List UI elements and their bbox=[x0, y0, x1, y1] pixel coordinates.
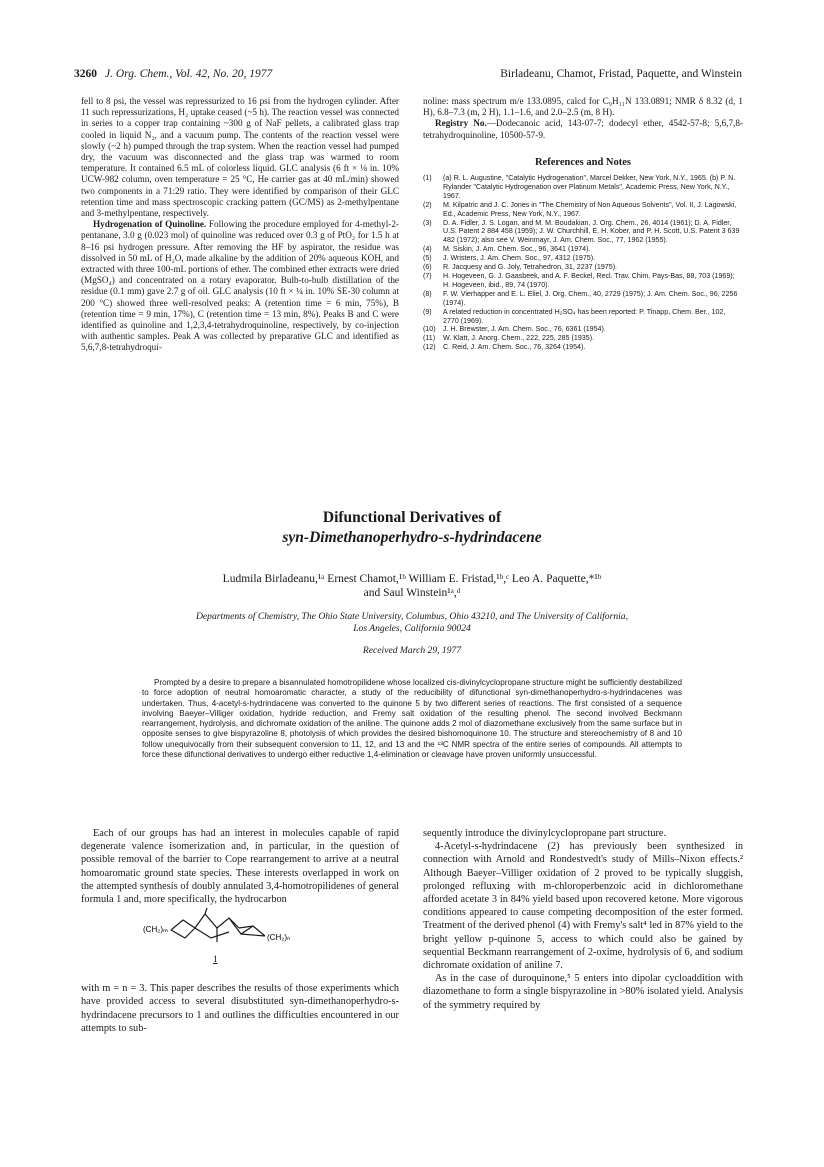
abstract bbox=[142, 678, 682, 760]
reference-number: (6) bbox=[423, 263, 432, 272]
reference-item bbox=[423, 201, 743, 219]
body-column-right bbox=[423, 827, 743, 1012]
section-heading-quinoline: Hydrogenation of Quinoline. bbox=[93, 219, 207, 230]
article-authors bbox=[0, 572, 824, 600]
reference-text: J. Wristers, J. Am. Chem. Soc., 97, 4312 (1975). bbox=[443, 254, 596, 263]
reference-item bbox=[423, 325, 743, 334]
reference-text: A related reduction in concentrated H₂SO₄ has been reported: P. Tinapp, Chem. Ber., 102, 2770 (1969). bbox=[443, 307, 726, 325]
abstract-text: Prompted by a desire to prepare a bisannulated homotropilidene whose localized cis-divinylcyclopropane structure might be sufficiently destabilized to force adoption of neutral homoaromatic character, a study of the reducibility of difunctional syn-dimethanoperhydro-s-hydrindacenes was undertaken. Thus, 4-acetyl-s-hydrindacene was converted to the quinone 5 by two different series of reactions. The first consisted of a sequence involving Baeyer–Villiger oxidation, hydride reduction, and Fremy salt oxidation of the resulting phenol. The second involved Beckmann rearrangement, hydrolysis, and dichromate oxidation of the aniline. The quinone adds 2 mol of diazomethane exclusively from the same surface but in opposite senses to give bispyrazoline 8, photolysis of which provides the desired bishomoquinone 10. The structure and stereochemistry of 8 and 10 follow unequivocally from their subsequent conversion to 11, 12, and 13 and the ¹³C NMR spectra of the entire series of compounds. All attempts to force these difunctional derivatives to undergo either reductive 1,4-elimination or cleavage have proven uniformly unsuccessful. bbox=[142, 678, 682, 760]
registry-heading: Registry No. bbox=[435, 118, 487, 129]
chemical-structure-1 bbox=[81, 906, 399, 982]
page-number: 3260 bbox=[74, 68, 97, 80]
article-title bbox=[0, 508, 824, 548]
reference-number: (4) bbox=[423, 245, 432, 254]
affiliation-line-2: Los Angeles, California 90024 bbox=[353, 623, 471, 634]
prev-paragraph-3: noline: mass spectrum m/e 133.0895, calcd for C₉H₁₁N 133.0891; NMR δ 8.32 (d, 1 H), 6.8–7.3 (m, 2 H), 1.1–1.6, and 2.0–2.5 (m, 8 H). bbox=[423, 96, 743, 118]
title-line-2: syn-Dimethanoperhydro-s-hydrindacene bbox=[282, 529, 542, 546]
journal-citation: J. Org. Chem., Vol. 42, No. 20, 1977 bbox=[105, 68, 273, 80]
running-header-left bbox=[74, 68, 272, 80]
reference-text: R. Jacquesy and G. Joly, Tetrahedron, 31, 2237 (1975). bbox=[443, 263, 618, 272]
reference-text: H. Hogeveen, G. J. Gaasbeek, and A. F. Beckel, Recl. Trav. Chim. Pays-Bas, 88, 703 (1969); H. Hogeveen, ibid., 89, 74 (1970). bbox=[443, 271, 735, 289]
body-paragraph-3: sequently introduce the divinylcyclopropane part structure. bbox=[423, 828, 667, 839]
reference-number: (8) bbox=[423, 289, 432, 298]
reference-item bbox=[423, 263, 743, 272]
reference-number: (10) bbox=[423, 325, 436, 334]
body-paragraph-2: with m = n = 3. This paper describes the results of those experiments which have provided access to several disubstituted syn-dimethanoperhydro-s-hydrindacene precursors to 1 and outlines the difficulties encountered in our attempts to sub- bbox=[81, 983, 399, 1034]
reference-item bbox=[423, 334, 743, 343]
reference-number: (3) bbox=[423, 218, 432, 227]
prev-paragraph-2 bbox=[81, 219, 399, 353]
reference-item bbox=[423, 174, 743, 201]
structure-label-right: (CH₂)ₙ bbox=[267, 933, 291, 943]
structure-drawing bbox=[141, 906, 341, 982]
affiliation bbox=[0, 611, 824, 635]
reference-item bbox=[423, 290, 743, 308]
reference-number: (2) bbox=[423, 200, 432, 209]
body-column-left bbox=[81, 827, 399, 1035]
reference-item bbox=[423, 343, 743, 352]
reference-item bbox=[423, 245, 743, 254]
reference-item bbox=[423, 308, 743, 326]
authors-line-2: and Saul Winstein¹ᵃ,ᵈ bbox=[363, 587, 461, 599]
reference-text: J. H. Brewster, J. Am. Chem. Soc., 76, 6361 (1954). bbox=[443, 325, 606, 334]
reference-number: (5) bbox=[423, 254, 432, 263]
reference-item bbox=[423, 254, 743, 263]
reference-item bbox=[423, 219, 743, 246]
reference-number: (11) bbox=[423, 334, 436, 343]
reference-text: M. Siskin, J. Am. Chem. Soc., 96, 3641 (1974). bbox=[443, 245, 591, 254]
structure-skeleton bbox=[171, 908, 265, 942]
received-date: Received March 29, 1977 bbox=[362, 645, 462, 656]
prev-article-column-right bbox=[423, 96, 743, 352]
reference-text: (a) R. L. Augustine, "Catalytic Hydrogenation", Marcel Dekker, New York, N.Y., 1965. (b) P. N. Rylander "Catalytic Hydrogenation over Platinum Metals", Academic Press, New York, N.Y., 1967. bbox=[443, 174, 736, 200]
reference-text: F. W. Vierhapper and E. L. Eliel, J. Org. Chem., 40, 2729 (1975); J. Am. Chem. Soc., 96, 2256 (1974). bbox=[443, 289, 738, 307]
prev-article-column-left bbox=[81, 96, 399, 354]
running-header-authors: Birladeanu, Chamot, Fristad, Paquette, and Winstein bbox=[500, 68, 742, 80]
authors-line-1: Ludmila Birladeanu,¹ᵃ Ernest Chamot,¹ᵇ William E. Fristad,¹ᵇ,ᶜ Leo A. Paquette,*¹ᵇ bbox=[222, 573, 602, 585]
registry-numbers bbox=[423, 118, 743, 140]
reference-number: (9) bbox=[423, 307, 432, 316]
quinoline-text: Following the procedure employed for 4-methyl-2-pentanane, 3.0 g (0.023 mol) of quinoline was reduced over 0.3 g of PtO₂ for 1.5 h at 8–16 psi hydrogen pressure. After removing the HF by aspirator, the residue was dissolved in 50 mL of H₂O, made alkaline by the addition of 20% aqueous KOH, and extracted with three 100-mL portions of ether. The combined ether extracts were dried (MgSO₄) and concentrated on a rotary evaporator. Bulb-to-bulb distillation of the residue (0.1 mm) gave 2.7 g of oil. GLC analysis (10 ft × ¼ in. 10% SE-30 column at 200 °C) showed three well-resolved peaks: A (retention time = 6 min, 75%), B (retention time = 9 min, 17%), C (retention time = 13 min, 8%). Peaks B and C were identified as quinoline and 1,2,3,4-tetrahydroquinoline, respectively, by co-injection with authentic samples. Peak A was collected by preparative GLC and identified as 5,6,7,8-tetrahydroqui- bbox=[81, 219, 399, 353]
reference-item bbox=[423, 272, 743, 290]
reference-text: C. Reid, J. Am. Chem. Soc., 76, 3264 (1954). bbox=[443, 343, 586, 352]
reference-text: M. Kilpatric and J. C. Jones in "The Chemistry of Non Aqueous Solvents", Vol. II, J. Lagowski, Ed., Academic Press, New York, N.Y., 1967. bbox=[443, 200, 737, 218]
affiliation-line-1: Departments of Chemistry, The Ohio State University, Columbus, Ohio 43210, and The University of California, bbox=[196, 611, 628, 622]
prev-paragraph-1: fell to 8 psi, the vessel was repressurized to 16 psi from the hydrogen cylinder. After 11 such repressurizations, H₂ uptake ceased (~5 h). The reaction vessel was connected in series to a copper trap containing ~300 g of NaF pellets, a calibrated glass trap cooled in liquid N₂, and a vacuum pump. The contents of the reaction vessel were slowly (~2 h) pumped through the trap system. When the reaction vessel had pumped dry, the vacuum was disconnected and the glass trap was warmed to room temperature. It contained 6.5 mL of colorless liquid. GLC analysis (6 ft × ⅛ in. 10% UCW-982 column, oven temperature = 25 °C, He carrier gas at 40 mL/min) showed two components in a 71:29 ratio. They were identified by comparison of their GLC retention time and mass spectroscopic cracking pattern (GC/MS) as 2-methylpentane and 3-methylpentane, respectively. bbox=[81, 96, 399, 219]
title-line-1: Difunctional Derivatives of bbox=[322, 509, 502, 526]
reference-number: (1) bbox=[423, 174, 432, 183]
structure-number: 1 bbox=[213, 954, 218, 965]
body-paragraph-5: As in the case of duroquinone,⁵ 5 enters into dipolar cycloaddition with diazomethane to form a single bispyrazoline in >80% isolated yield. Analysis of the symmetry required by bbox=[423, 973, 743, 1011]
reference-text: W. Klatt, J. Anorg. Chem., 222, 225, 285 (1935). bbox=[443, 334, 595, 343]
reference-text: D. A. Fidler, J. S. Logan, and M. M. Boudakian, J. Org. Chem., 26, 4014 (1961); D. A. Fidler, U.S. Patent 2 884 458 (1959); J. W. Churchhill, E. H. Kober, and P. H. Scott, U.S. Patent 3 639 482 (1972); also see V. Weinmayr, J. Am. Chem. Soc., 77, 1962 (1955). bbox=[443, 218, 740, 245]
reference-number: (12) bbox=[423, 343, 436, 352]
body-paragraph-4: 4-Acetyl-s-hydrindacene (2) has previously been synthesized in connection with Arnold and Rondestvedt's study of Mills–Nixon effects.² Although Baeyer–Villiger oxidation of 2 proved to be typically sluggish, prolonged refluxing with m-chloroperbenzoic acid in dichloromethane afforded acetate 3 in 84% yield based upon recovered ketone. More vigorous conditions appeared to cause competing decomposition of the ester formed. Treatment of the derived phenol (4) with Fremy's salt⁴ led in 87% yield to the bright yellow p-quinone 5, access to which could also be gained by sequential Beckmann rearrangement of 2-oxime, hydrolysis of 6, and sodium dichromate oxidation of aniline 7. bbox=[423, 841, 743, 972]
body-paragraph-1: Each of our groups has had an interest in molecules capable of rapid degenerate valence isomerization and, in particular, in the question of possible removal of the barrier to Cope rearrangement to arrive at a neutral homoaromatic ground state species. These interests overlapped in work on the attempted synthesis of doubly annulated 3,4-homotropilidenes of general formula 1 and, more specifically, the hydrocarbon bbox=[81, 828, 399, 906]
structure-label-left: (CH₂)ₘ bbox=[143, 925, 168, 935]
references-heading: References and Notes bbox=[534, 156, 632, 168]
registry-text: —Dodecanoic acid, 143-07-7; dodecyl ether, 4542-57-8; 5,6,7,8-tetrahydroquinoline, 10500-57-9. bbox=[423, 118, 743, 140]
references-list bbox=[423, 174, 743, 352]
reference-number: (7) bbox=[423, 271, 432, 280]
